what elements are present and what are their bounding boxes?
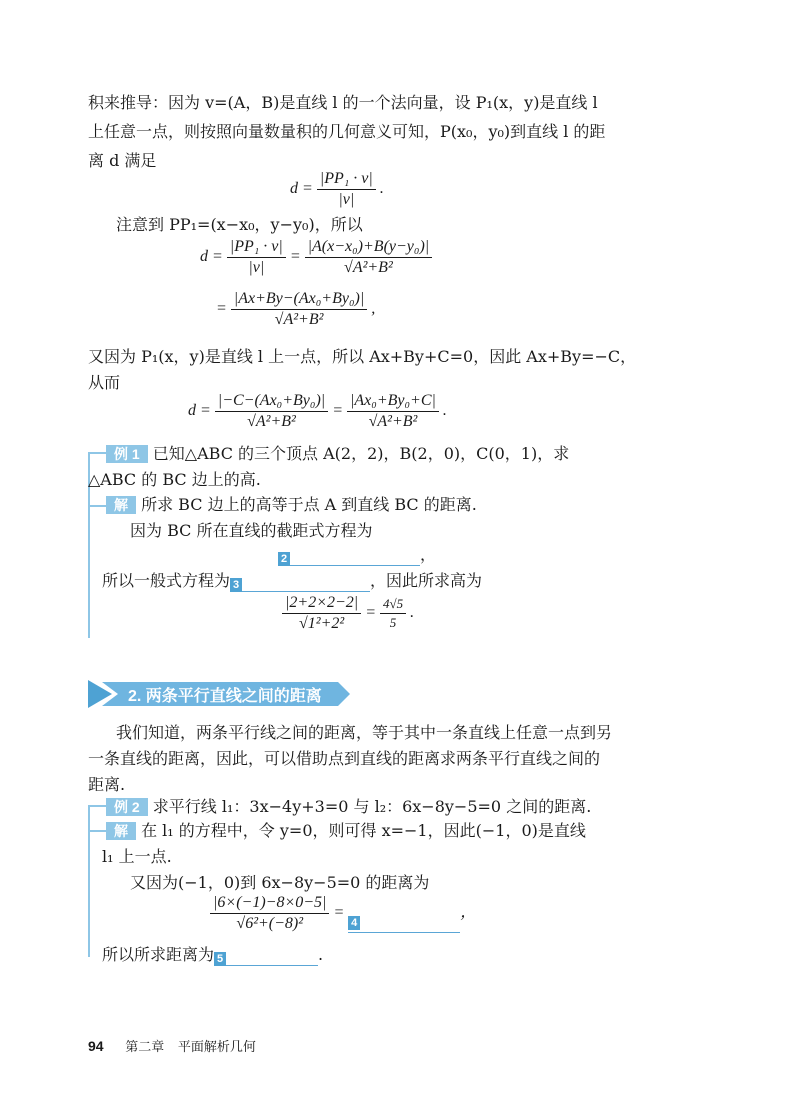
- blank-3[interactable]: 3: [230, 573, 370, 592]
- example2-bracket: [88, 805, 90, 957]
- footer: [88, 1036, 256, 1055]
- page-number: 94: [88, 1038, 104, 1054]
- chapter-title: 平面解析几何: [177, 1039, 256, 1054]
- para-line-1: 我们知道，两条平行线之间的距离，等于其中一条直线上任意一点到另: [116, 723, 613, 742]
- blank-2[interactable]: 2 ，: [278, 544, 436, 566]
- since-line-2: 从而: [88, 373, 121, 392]
- example1-solution-tag: 解: [106, 496, 136, 514]
- note-line: 注意到 PP₁=(x−x₀，y−y₀)，所以: [116, 215, 363, 234]
- chapter-label: 第二章: [125, 1039, 165, 1054]
- example1-solution: 解 所求 BC 边上的高等于点 A 到直线 BC 的距离.: [106, 494, 477, 516]
- example1-line-1: 已知△ABC 的三个顶点 A(2，2)，B(2，0)，C(0，1)，求: [152, 444, 570, 463]
- example2-sol-line-2: l₁ 上一点.: [102, 847, 172, 866]
- example1-sol-line-3: 所以一般式方程为 3 ，因此所求高为: [102, 571, 483, 591]
- section-banner: [88, 680, 350, 708]
- example2-tag: 例 2: [106, 798, 148, 816]
- intro-line-3: 离 d 满足: [88, 151, 157, 170]
- example1-bracket-top: [88, 452, 106, 454]
- example1-header: [106, 443, 569, 465]
- example1-tag: 例 1: [106, 445, 148, 463]
- since-line-1: 又因为 P₁(x，y)是直线 l 上一点，所以 Ax+By+C=0，因此 Ax+By=−C，: [88, 347, 637, 366]
- section-title: 2. 两条平行直线之间的距离: [128, 688, 322, 705]
- example1-line-2: △ABC 的 BC 边上的高.: [88, 470, 261, 489]
- example2-sol-line-4: 所以所求距离为 5 .: [102, 945, 324, 965]
- eq1-denominator: |v|: [338, 191, 355, 208]
- example2-solution-tag: 解: [106, 822, 136, 840]
- intro-line-2: 上任意一点，则按照向量数量积的几何意义可知，P(x₀，y₀)到直线 l 的距: [88, 122, 606, 141]
- eq1-numerator: |PP₁ · v|: [317, 170, 376, 190]
- equation-4: d = $\frac{\text{|−C−(Ax₀+By₀)|}}{\text{√A²+B²}}$ = $\frac{\text{|Ax₀+By₀+C|}}{\text{√A²+B²}}$ .: [188, 392, 447, 430]
- example1-result: $\frac{|2+2\times 2-2|}{\text{√1²+2²}}$ = $\frac{4√5}{5}$ .: [282, 594, 414, 633]
- blank-5[interactable]: 5: [214, 947, 318, 966]
- equation-3: = $\frac{\text{|Ax+By−(Ax₀+By₀)|}}{\text{√A²+B²}}$ ,: [216, 290, 376, 328]
- blank-4[interactable]: 4: [348, 914, 460, 933]
- equation-2: d = $\frac{\text{|PP₁ · v|}}{|v|}$ = $\frac{\text{|A(x−x₀)+B(y−y₀)|}}{\text{√A²+B²}}$: [200, 238, 432, 277]
- equation-1: d = $\frac{\text{|PP₁ · v|}}{|v|}$ .: [290, 170, 384, 208]
- example2-header: [106, 796, 591, 818]
- example2-sol-line-3: 又因为(−1，0)到 6x−8y−5=0 的距离为: [130, 873, 430, 892]
- example2-line-1: 求平行线 l₁：3x−4y+3=0 与 l₂：6x−8y−5=0 之间的距离.: [152, 797, 592, 816]
- para-line-3: 距离.: [88, 775, 126, 794]
- intro-line-1: 积来推导：因为 v=(A，B)是直线 l 的一个法向量，设 P₁(x，y)是直线 l: [88, 93, 598, 112]
- example2-result: $\frac{|6\times(-1)-8\times 0-5|}{\text{√6²+(−8)²}}$ = 4，: [210, 894, 476, 933]
- para-line-2: 一条直线的距离，因此，可以借助点到直线的距离求两条平行直线之间的: [88, 749, 601, 768]
- example2-solution: 解 在 l₁ 的方程中，令 y=0，则可得 x=−1，因此(−1，0)是直线: [106, 820, 586, 842]
- example1-sol-line-2: 因为 BC 所在直线的截距式方程为: [130, 521, 373, 540]
